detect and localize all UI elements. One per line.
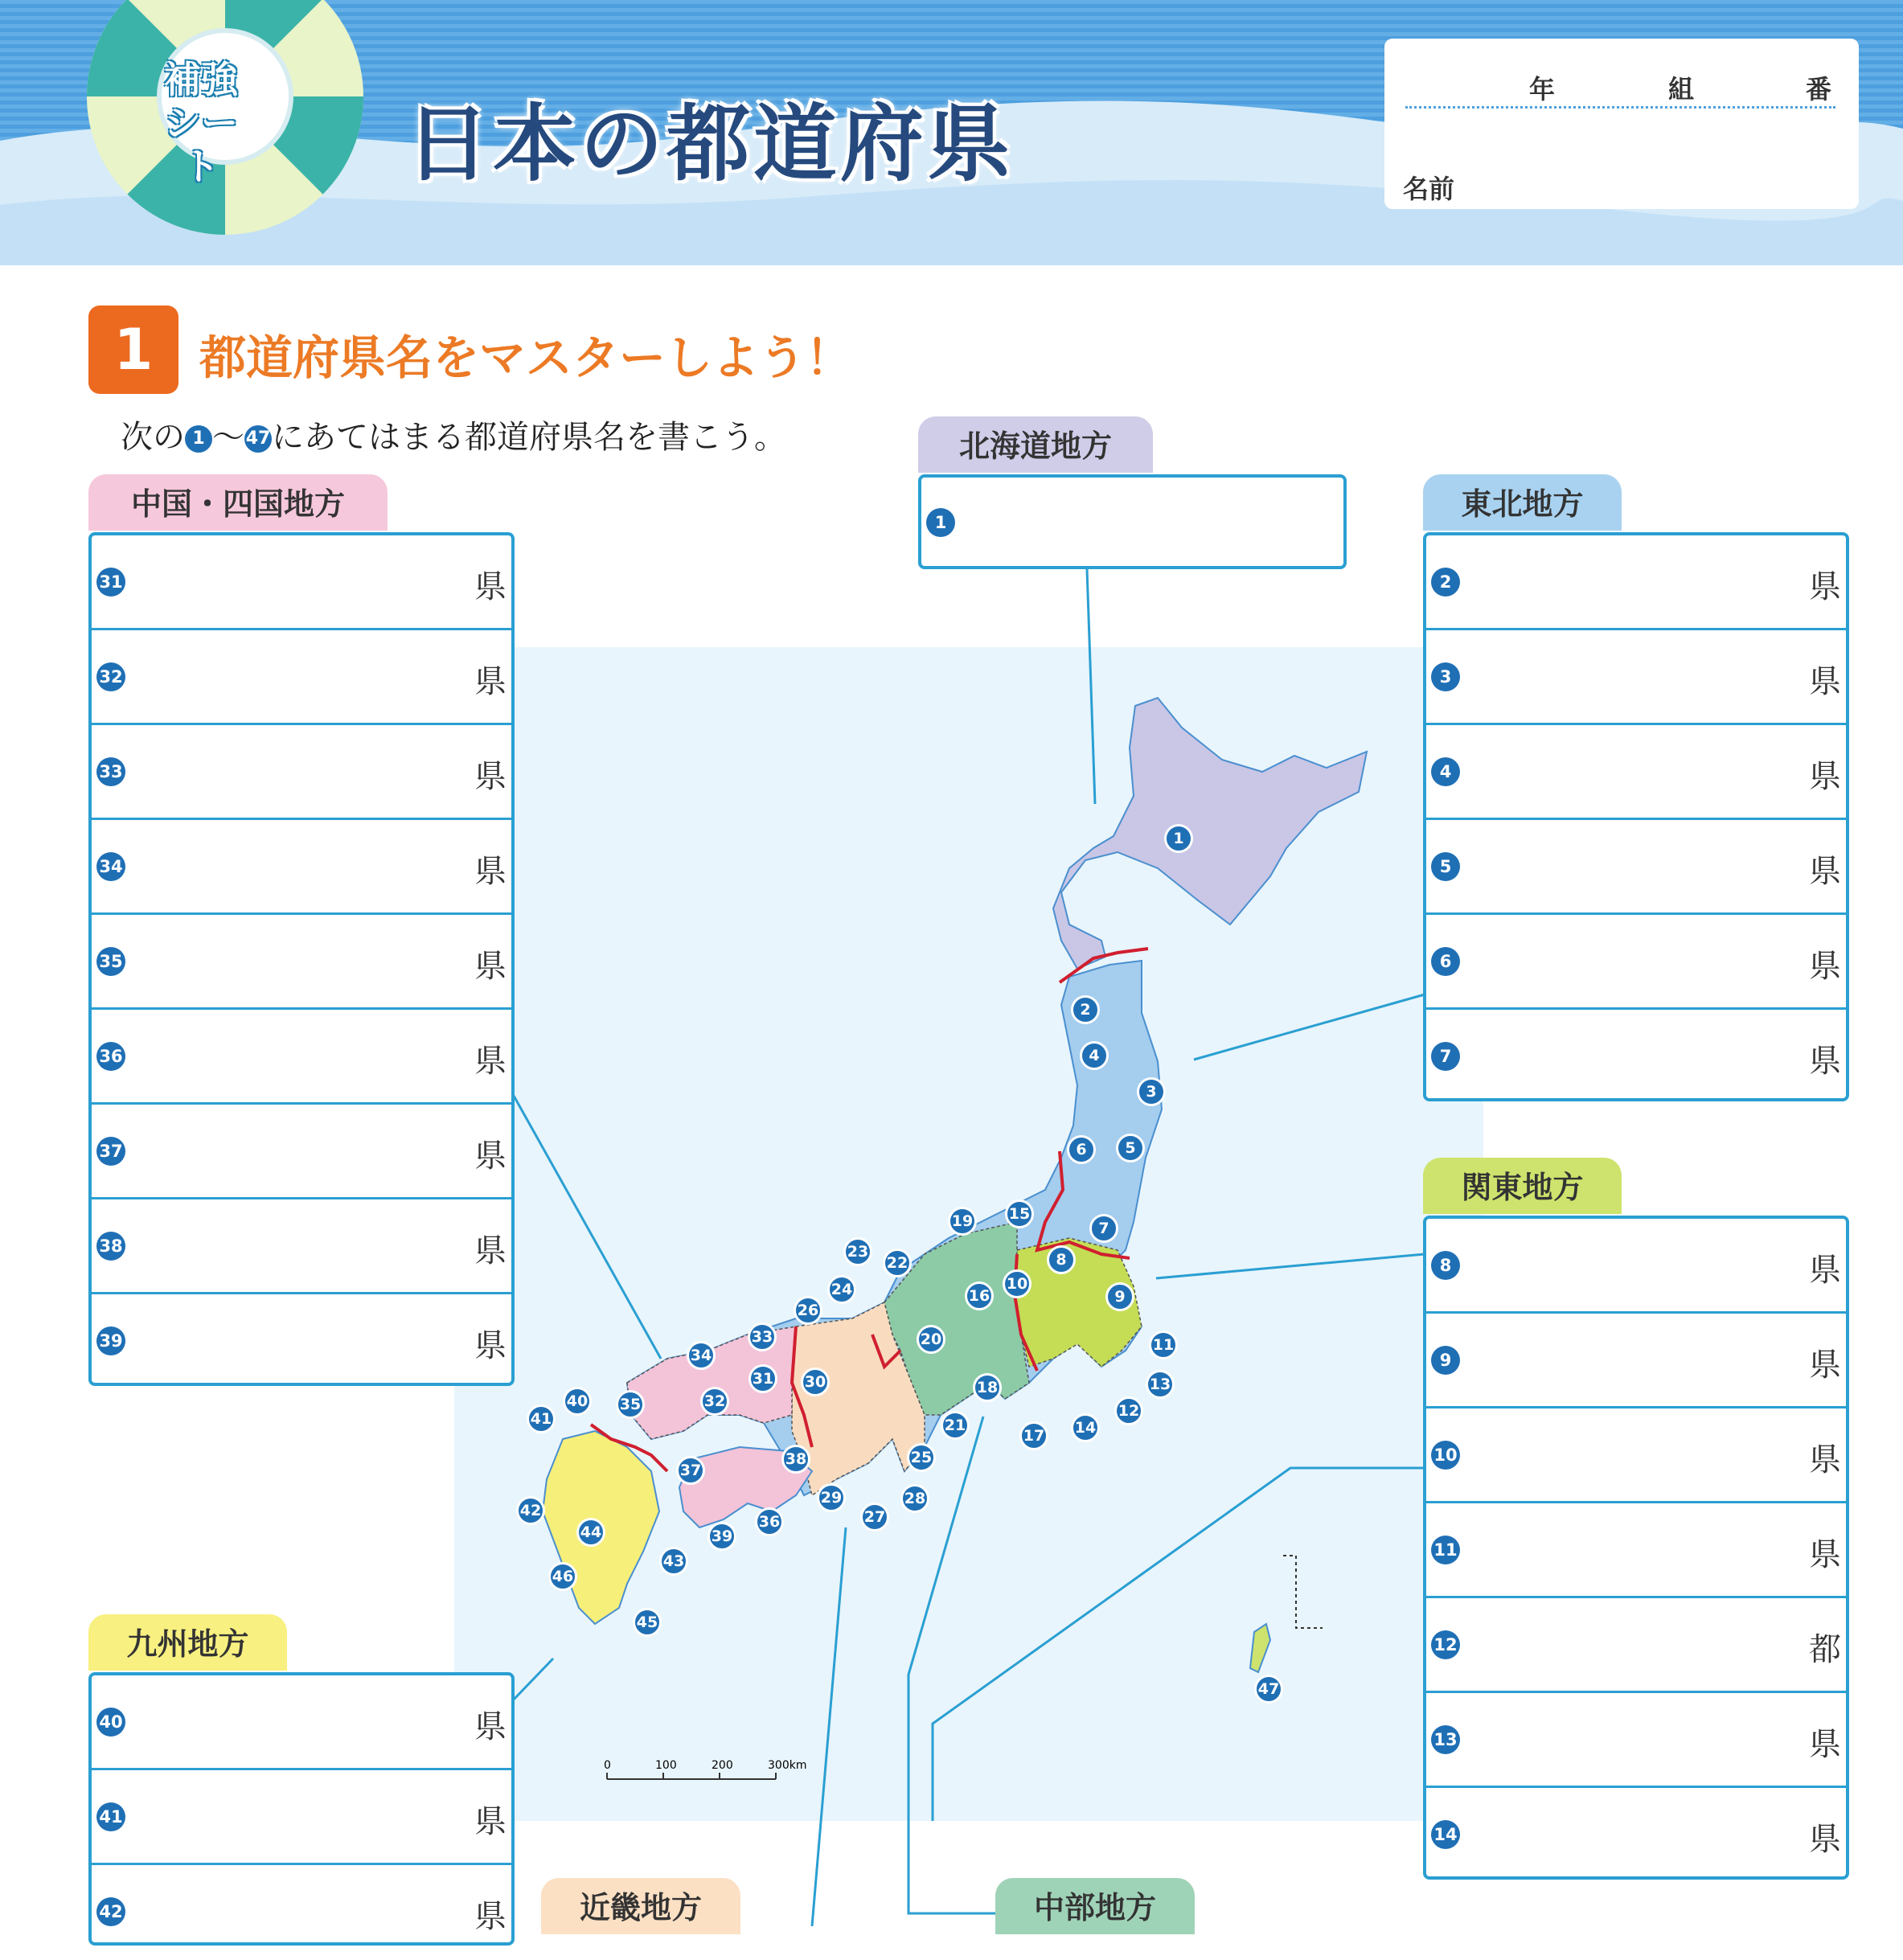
row-suffix: 県 xyxy=(1809,758,1841,795)
answer-row[interactable] xyxy=(1426,1010,1846,1105)
section-title: 都道府県名をマスターしよう！ xyxy=(199,330,853,385)
year-label: 年 xyxy=(1529,74,1556,105)
tab-kinki: 近畿地方 xyxy=(541,1878,740,1934)
row-number-badge: 38 xyxy=(96,1232,125,1261)
row-suffix: 県 xyxy=(1809,1441,1841,1478)
page-title: 日本の都道府県 xyxy=(406,95,1015,193)
instruction-sep: ～ xyxy=(212,419,244,456)
map-marker-15: 15 xyxy=(1005,1199,1034,1228)
row-number-badge: 7 xyxy=(1431,1042,1460,1071)
map-marker-41: 41 xyxy=(527,1404,556,1433)
map-marker-26: 26 xyxy=(794,1296,822,1325)
answer-row[interactable] xyxy=(92,1105,511,1199)
map-marker-44: 44 xyxy=(576,1518,605,1547)
answer-row[interactable] xyxy=(1426,820,1846,915)
map-marker-40: 40 xyxy=(563,1387,592,1416)
scale-100: 100 xyxy=(655,1759,677,1772)
okinawa-box xyxy=(1283,1556,1323,1628)
section-number: 1 xyxy=(88,305,178,394)
map-marker-3: 3 xyxy=(1137,1077,1166,1106)
map-marker-30: 30 xyxy=(801,1367,830,1396)
row-number-badge: 42 xyxy=(96,1897,125,1926)
map-marker-23: 23 xyxy=(843,1237,872,1266)
map-marker-33: 33 xyxy=(748,1322,777,1351)
answer-row[interactable] xyxy=(92,1199,511,1294)
answer-row[interactable] xyxy=(92,1294,511,1389)
row-number-badge: 32 xyxy=(96,662,125,691)
kanto-box xyxy=(1423,1216,1849,1880)
answer-row[interactable] xyxy=(92,1770,511,1865)
map-marker-1: 1 xyxy=(1164,824,1193,853)
row-number-badge: 13 xyxy=(1431,1725,1460,1754)
map-marker-31: 31 xyxy=(748,1364,777,1393)
answer-row[interactable] xyxy=(1426,1788,1846,1883)
map-marker-7: 7 xyxy=(1089,1214,1118,1243)
tab-kyushu: 九州地方 xyxy=(88,1614,287,1671)
row-suffix: 県 xyxy=(1809,948,1841,985)
row-number-badge: 41 xyxy=(96,1802,125,1831)
instruction-post: にあてはまる都道府県名を書こう。 xyxy=(272,419,786,456)
answer-row[interactable] xyxy=(1426,1408,1846,1503)
answer-row[interactable] xyxy=(92,1675,511,1770)
scale-200: 200 xyxy=(712,1759,733,1772)
answer-row[interactable] xyxy=(1426,1598,1846,1693)
map-marker-45: 45 xyxy=(633,1608,662,1637)
last-number-badge: 47 xyxy=(244,425,272,453)
map-marker-32: 32 xyxy=(700,1387,729,1416)
answer-row[interactable] xyxy=(921,478,1343,566)
answer-row[interactable] xyxy=(1426,915,1846,1010)
okinawa-shape xyxy=(1250,1624,1270,1672)
row-suffix: 県 xyxy=(1809,568,1841,605)
map-marker-36: 36 xyxy=(755,1507,784,1536)
map-marker-11: 11 xyxy=(1149,1331,1178,1359)
row-number-badge: 4 xyxy=(1431,757,1460,786)
kyushu-box xyxy=(88,1672,515,1946)
map-marker-17: 17 xyxy=(1019,1421,1048,1450)
map-marker-10: 10 xyxy=(1003,1269,1031,1298)
map-marker-46: 46 xyxy=(548,1562,577,1591)
row-suffix: 都 xyxy=(1809,1631,1841,1668)
row-number-badge: 14 xyxy=(1431,1820,1460,1849)
scale-0: 0 xyxy=(604,1759,611,1772)
scale-bar xyxy=(607,1773,776,1779)
tab-chugoku-shikoku: 中国・四国地方 xyxy=(88,474,388,531)
map-marker-47: 47 xyxy=(1254,1675,1283,1704)
tab-tohoku: 東北地方 xyxy=(1423,474,1622,531)
row-suffix: 県 xyxy=(474,853,507,890)
map-marker-28: 28 xyxy=(900,1484,929,1513)
row-suffix: 県 xyxy=(474,1232,507,1269)
row-number-badge: 3 xyxy=(1431,662,1460,691)
row-number-badge: 9 xyxy=(1431,1346,1460,1375)
answer-row[interactable] xyxy=(92,630,511,725)
row-number-badge: 35 xyxy=(96,947,125,976)
answer-row[interactable] xyxy=(1426,1314,1846,1408)
answer-row[interactable] xyxy=(92,915,511,1010)
row-suffix: 県 xyxy=(474,948,507,985)
row-suffix: 県 xyxy=(474,1138,507,1175)
answer-row[interactable] xyxy=(1426,1503,1846,1598)
map-marker-21: 21 xyxy=(941,1411,970,1440)
map-marker-6: 6 xyxy=(1067,1135,1096,1164)
map-marker-8: 8 xyxy=(1047,1245,1076,1274)
row-suffix: 県 xyxy=(1809,853,1841,890)
row-number-badge: 5 xyxy=(1431,852,1460,881)
answer-row[interactable] xyxy=(92,820,511,915)
chugoku-shikoku-box xyxy=(88,532,515,1386)
row-suffix: 県 xyxy=(474,758,507,795)
map-marker-25: 25 xyxy=(907,1443,936,1472)
map-marker-39: 39 xyxy=(707,1522,736,1551)
tab-chubu: 中部地方 xyxy=(995,1878,1195,1934)
scale-300: 300km xyxy=(768,1759,807,1772)
row-suffix: 県 xyxy=(474,1043,507,1080)
row-number-badge: 10 xyxy=(1431,1441,1460,1470)
number-label: 番 xyxy=(1806,74,1832,105)
map-marker-43: 43 xyxy=(659,1547,688,1576)
row-number-badge: 11 xyxy=(1431,1536,1460,1564)
answer-row[interactable] xyxy=(92,1010,511,1105)
map-marker-19: 19 xyxy=(948,1207,977,1236)
row-number-badge: 39 xyxy=(96,1326,125,1355)
map-marker-37: 37 xyxy=(676,1456,705,1485)
hokkaido-box xyxy=(918,474,1347,569)
row-number-badge: 12 xyxy=(1431,1630,1460,1659)
answer-row[interactable] xyxy=(1426,630,1846,725)
row-suffix: 県 xyxy=(1809,1347,1841,1384)
row-number-badge: 36 xyxy=(96,1042,125,1071)
row-suffix: 県 xyxy=(474,1708,507,1745)
map-marker-38: 38 xyxy=(781,1445,810,1474)
map-marker-4: 4 xyxy=(1080,1041,1109,1070)
map-marker-9: 9 xyxy=(1105,1282,1134,1311)
row-number-badge: 1 xyxy=(926,508,955,537)
map-marker-16: 16 xyxy=(965,1281,994,1310)
tab-kanto: 関東地方 xyxy=(1423,1158,1622,1214)
row-suffix: 県 xyxy=(474,1327,507,1364)
instruction-pre: 次の xyxy=(121,419,185,456)
answer-row[interactable] xyxy=(92,535,511,630)
map-marker-5: 5 xyxy=(1116,1134,1145,1162)
row-suffix: 県 xyxy=(474,1898,507,1935)
map-marker-18: 18 xyxy=(973,1373,1002,1402)
row-number-badge: 33 xyxy=(96,757,125,786)
map-marker-42: 42 xyxy=(516,1496,545,1525)
tab-hokkaido: 北海道地方 xyxy=(918,416,1153,473)
answer-row[interactable] xyxy=(1426,725,1846,820)
map-marker-12: 12 xyxy=(1114,1396,1143,1425)
map-marker-22: 22 xyxy=(883,1249,912,1277)
row-suffix: 県 xyxy=(1809,1821,1841,1858)
row-suffix: 県 xyxy=(474,1803,507,1840)
row-suffix: 県 xyxy=(474,663,507,700)
map-marker-35: 35 xyxy=(616,1390,645,1419)
row-number-badge: 2 xyxy=(1431,568,1460,597)
answer-row[interactable] xyxy=(1426,1693,1846,1788)
answer-row[interactable] xyxy=(92,1865,511,1960)
map-marker-34: 34 xyxy=(687,1341,716,1370)
badge-label: 補強シート xyxy=(164,58,238,188)
map-marker-2: 2 xyxy=(1071,995,1100,1024)
map-marker-29: 29 xyxy=(817,1483,846,1512)
tohoku-box xyxy=(1423,532,1849,1101)
row-suffix: 県 xyxy=(474,568,507,605)
class-label: 組 xyxy=(1668,74,1695,105)
map-marker-27: 27 xyxy=(860,1503,889,1532)
map-marker-14: 14 xyxy=(1071,1413,1100,1442)
answer-row[interactable] xyxy=(92,725,511,820)
first-number-badge: 1 xyxy=(185,425,212,453)
hokkaido-shape xyxy=(1053,698,1367,969)
answer-row[interactable] xyxy=(1426,1219,1846,1314)
row-suffix: 県 xyxy=(1809,1726,1841,1763)
map-marker-13: 13 xyxy=(1146,1370,1175,1399)
row-number-badge: 40 xyxy=(96,1708,125,1737)
row-suffix: 県 xyxy=(1809,1043,1841,1080)
answer-row[interactable] xyxy=(1426,535,1846,630)
row-suffix: 県 xyxy=(1809,663,1841,700)
name-label: 名前 xyxy=(1403,174,1455,204)
row-number-badge: 34 xyxy=(96,852,125,881)
row-number-badge: 8 xyxy=(1431,1251,1460,1280)
map-marker-20: 20 xyxy=(917,1325,945,1354)
row-number-badge: 37 xyxy=(96,1137,125,1166)
row-suffix: 県 xyxy=(1809,1536,1841,1573)
map-marker-24: 24 xyxy=(827,1275,856,1304)
row-suffix: 県 xyxy=(1809,1252,1841,1289)
row-number-badge: 31 xyxy=(96,568,125,597)
row-number-badge: 6 xyxy=(1431,947,1460,976)
